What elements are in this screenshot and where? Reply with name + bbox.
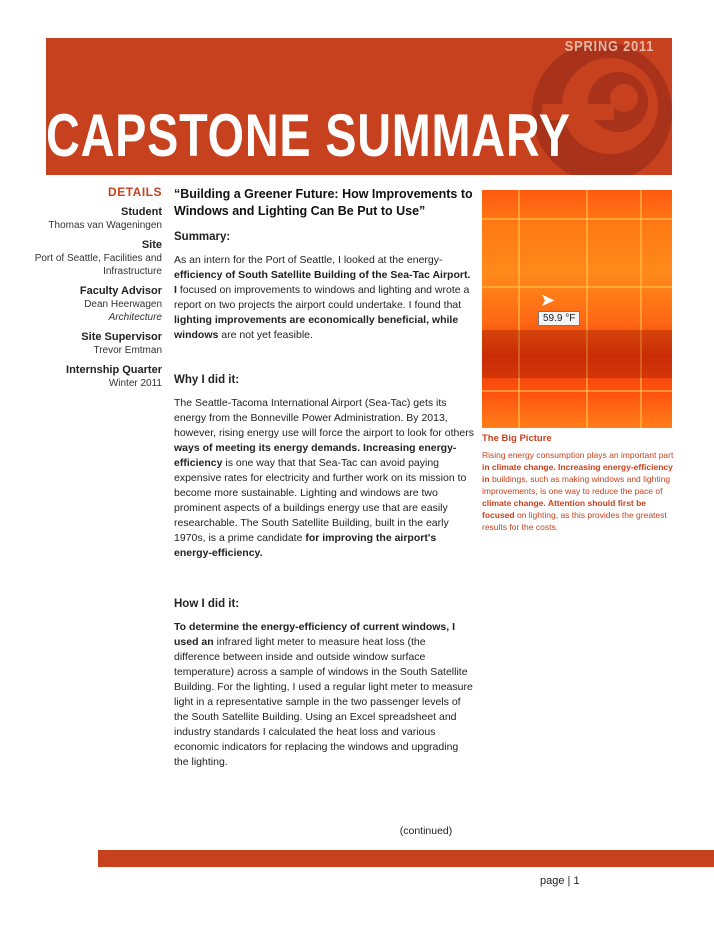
caption-title: The Big Picture xyxy=(482,433,552,444)
how-paragraph: To determine the energy-efficiency of current windows, I used an infrared light meter to measure heat loss (the difference between inside and outside window surface temperature) across a sample of windows in the South Satellite Building. For the lighting, I used a regular light meter to measure light in a representative sample in the two passenger levels of the South Satellite Building. Using an Excel spreadsheet and industry standards I calculated the heat loss and various economic indicators for replacing the windows and upgrading the lighting. xyxy=(174,621,473,768)
footer-bar xyxy=(98,850,714,867)
why-heading: Why I did it: xyxy=(174,374,240,386)
advisor-label: Faculty Advisor xyxy=(79,285,162,297)
site-label: Site xyxy=(141,239,162,251)
details-heading: DETAILS xyxy=(108,185,162,199)
student-name: Thomas van Wageningen xyxy=(48,220,162,231)
caption-text: Rising energy consumption plays an important part in climate change. Increasing energy-efficiency in buildings, such as making windows and lighting improvements, is one way to reduce the pace of climate change. Attention should first be focused on lighting, as this provides the greatest results for the costs. xyxy=(482,450,674,532)
advisor-dept: Architecture xyxy=(108,312,162,323)
temperature-readout: 59.9 °F xyxy=(538,311,580,326)
project-title-quote: “Building a Greener Future: How Improvements to Windows and Lighting Can Be Put to Use” xyxy=(174,187,473,218)
details-sidebar xyxy=(0,186,162,390)
page-number: page | 1 xyxy=(540,875,580,887)
page-title: CAPSTONE SUMMARY xyxy=(46,102,571,169)
infrared-window-photo xyxy=(482,190,672,428)
how-heading: How I did it: xyxy=(174,598,240,610)
main-content xyxy=(174,186,474,770)
header-banner xyxy=(46,38,672,175)
student-label: Student xyxy=(121,206,162,218)
site-line-1: Port of Seattle, Facilities and xyxy=(34,253,162,264)
supervisor-name: Trevor Emtman xyxy=(93,345,162,356)
continued-note: (continued) xyxy=(399,825,453,837)
summary-heading: Summary: xyxy=(174,231,231,243)
season-label: SPRING 2011 xyxy=(564,38,654,55)
big-picture-caption xyxy=(482,433,674,533)
quarter-label: Internship Quarter xyxy=(66,364,162,376)
site-line-2: Infrastructure xyxy=(103,266,162,277)
supervisor-label: Site Supervisor xyxy=(81,331,162,343)
advisor-name: Dean Heerwagen xyxy=(84,299,162,310)
quarter-value: Winter 2011 xyxy=(108,378,162,389)
summary-paragraph: As an intern for the Port of Seattle, I looked at the energy- efficiency of South Satellite Building of the Sea-Tac Airport. I focused on improvements to windows and lighting and wrote a report on two projects the airport could undertake. I found that lighting improvements are economically beneficial, while windows are not yet feasible. xyxy=(174,254,471,341)
cursor-arrow-icon: ➤ xyxy=(540,290,556,310)
why-paragraph: The Seattle-Tacoma International Airport (Sea-Tac) gets its energy from the Bonneville Power Administration. By 2013, however, rising energy use will force the airport to look for others ways of meeting its energy demands. Increasing energy-efficiency is one way that that Sea-Tac can avoid paying expensive rates for electricity and further work on its mission to become more sustainable. Lighting and windows are two prominent aspects of a buildings energy use that are easily researchable. The South Satellite Building, built in the early 1970s, is a prime candidate for improving the airport's energy-efficiency. xyxy=(174,397,474,559)
